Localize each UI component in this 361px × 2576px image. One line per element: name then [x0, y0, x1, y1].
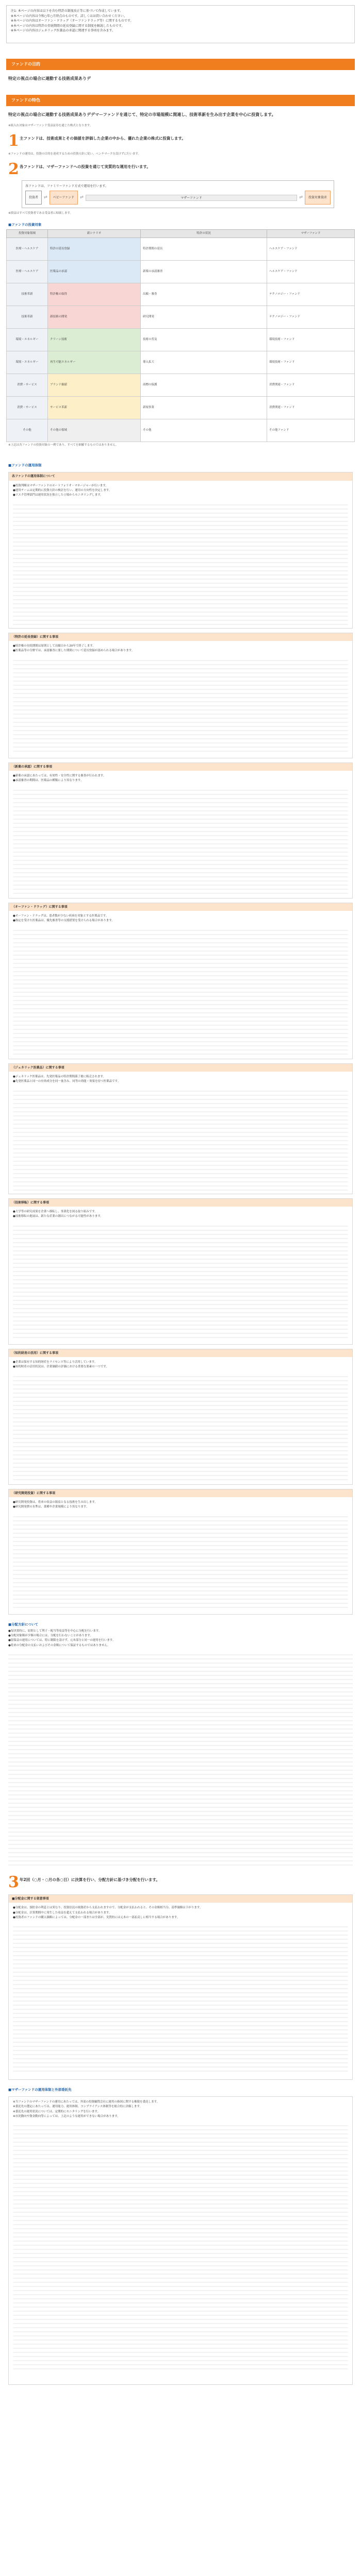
point-2-text: 各ファンドは、マザーファンドへの投資を通じて実質的な運用を行います。 [20, 164, 151, 169]
point-1-note: ※ファンドの運用は、投資の目的を達成するための投資方針に従い、ベンチマークを設けずに行います。 [8, 152, 141, 156]
flow-title: 各ファンドは、ファミリーファンド方式で運用を行います。 [25, 184, 108, 188]
flow-node-baby-fund: ベビーファンド [50, 191, 78, 205]
table-cell: 消費関連・ファンド [267, 396, 355, 419]
panel-body [13, 787, 348, 895]
table-cell: 技術の普及 [141, 328, 267, 351]
list-item: ●分配対象額が少額の場合には、分配を行わないことがあります。 [8, 1634, 93, 1638]
panel-body [13, 927, 348, 1056]
table-cell: 医薬品の承認 [48, 260, 141, 283]
panel-title: （ジェネリック医薬品）に関する事項 [9, 1064, 352, 1072]
table-cell: クリーン技術 [48, 328, 141, 351]
table-cell: 環境・エネルギー [7, 328, 48, 351]
panel-line: ※市況動向や資金動向等によっては、上記のような運用ができない場合があります。 [13, 2115, 120, 2119]
flow-row [25, 191, 331, 205]
table-cell: 導入拡大 [141, 351, 267, 374]
panel-line: ●研究開発投資は、将来の収益の源泉となる技術を生み出します。 [13, 1500, 97, 1504]
panel-body [13, 1223, 348, 1341]
table-cell: 環境技術・ファンド [267, 328, 355, 351]
table-cell: ヘルスケア・ファンド [267, 238, 355, 260]
purpose-lead: 特定の視点の場合に連動する技術成果ありデ [8, 76, 91, 81]
panel-line: ●新薬の承認にあたっては、有効性・安全性に関する審査が行われます。 [13, 774, 106, 777]
panel-line: ●大学等の研究成果を企業へ移転し、事業化を図る取り組みです。 [13, 1210, 97, 1213]
structure-panel [8, 2096, 353, 2385]
table-cell: 研究開発 [141, 306, 267, 328]
table-cell: ブランド価値 [48, 374, 141, 396]
table-row [7, 328, 355, 351]
panel-line: ●オーファン・ドラッグは、患者数が少ない疾病を対象とする医薬品です。 [13, 914, 109, 918]
panel-line: ●運用チームは定期的に投資方針の検討を行い、運用の方向性を決定します。 [13, 489, 112, 493]
features-lead-note: ※組入れ対象はマザーファンド受益証券を通じた株式となります。 [8, 124, 93, 127]
table-row [7, 283, 355, 306]
panel-line: ●分配金は、計算期間中に発生した収益を超えて支払われる場合があります。 [13, 1911, 112, 1914]
info-panel [8, 1349, 353, 1485]
list-item: ●将来の分配金の支払いおよびその金額について保証するものではありません。 [8, 1643, 110, 1647]
flow-node-mother-fund: マザーファンド [86, 195, 298, 201]
flow-note: ※損益はすべて投資者である受益者に帰属します。 [8, 212, 73, 215]
panel-title: （技術移転）に関する事項 [9, 1199, 352, 1207]
note-line: ※本ページの内容は令和○年○月時点のものです。詳しくはお問い合わせください。 [11, 14, 127, 18]
notes-box [6, 5, 355, 43]
panel-body [13, 1513, 348, 1611]
flow-node-assets: 投資対象資産 [305, 191, 331, 205]
panel-title: （新薬の承認）に関する事項 [9, 763, 352, 771]
note-line: ※本ページの内容はジェネリック医薬品の承認に関連する事項を含みます。 [11, 29, 116, 33]
panel-title: （知的財産の活用）に関する事項 [9, 1349, 352, 1357]
list-item: ●毎決算時に、原則として利子・配当等収益等を中心に分配を行います。 [8, 1629, 102, 1633]
panel-body [13, 657, 348, 755]
table-cell: その他ファンド [267, 419, 355, 442]
info-panel [8, 1198, 353, 1345]
point-number: 1 [8, 131, 19, 150]
panel-title: 各ファンドの運用体制について [9, 472, 352, 480]
point-2 [8, 162, 353, 177]
table-header: マザーファンド [267, 230, 355, 238]
info-panel [8, 903, 353, 1059]
table-cell: 消費関連・ファンド [267, 374, 355, 396]
panel-line: ●知的財産の活用状況は、企業価値の評価における重要な要素の一つです。 [13, 1365, 109, 1369]
table-header: 新シナリオ [48, 230, 141, 238]
panel-line: ●研究開発費の水準は、業種や企業規模により異なります。 [13, 1505, 89, 1509]
table-header: 特許の状況 [141, 230, 267, 238]
table-title: ■ファンドの投資対象 [8, 222, 42, 227]
table-row [7, 419, 355, 442]
panel-line: ●医薬品等の分野では、承認審査に要した期間について延長登録が認められる場合があります。 [13, 649, 135, 653]
table-note: ※上記は各ファンドの投資対象の一例であり、すべてを網羅するものではありません。 [8, 443, 119, 447]
arrow-icon: ⇄ [299, 195, 303, 200]
panel-body [13, 501, 348, 625]
point-1-text: 主ファンドは、技術成果とその価値を評価した企業の中から、優れた企業の株式に投資します。 [20, 135, 186, 141]
table-cell: 医療・ヘルスケア [7, 260, 48, 283]
info-panel [8, 633, 353, 758]
point-1 [8, 133, 353, 149]
table-cell: その他の領域 [48, 419, 141, 442]
table-cell: 特許の延長登録 [48, 238, 141, 260]
info-panel [8, 1063, 353, 1194]
table-cell: ヘルスケア・ファンド [267, 260, 355, 283]
table-cell: テクノロジー・ファンド [267, 306, 355, 328]
panel-title: （特許の延長登録）に関する事項 [9, 633, 352, 641]
table-row [7, 260, 355, 283]
table-cell: 消費・サービス [7, 396, 48, 419]
table-cell: 消費・サービス [7, 374, 48, 396]
table-cell: テクノロジー・ファンド [267, 283, 355, 306]
flow-node-investor: 投資者 [25, 191, 42, 205]
panel-line: ※当ファンドのマザーファンドの運用にあたっては、外部の投資顧問会社に運用の指図に関する権限を委託します。 [13, 2100, 160, 2104]
arrow-icon: ⇄ [44, 195, 47, 200]
info-panel [8, 472, 353, 628]
section-header-structure: ■マザーファンドの運用体制と外部委託先 [8, 2088, 72, 2092]
distribution-body [8, 1651, 353, 1868]
panel-line: ●リスク管理部門は運用状況を独立した立場からモニタリングします。 [13, 494, 103, 497]
table-cell: 環境技術・ファンド [267, 351, 355, 374]
panel-line: ●ジェネリック医薬品は、先発医薬品の特許期間満了後に販売されます。 [13, 1075, 106, 1078]
table-row [7, 238, 355, 260]
panel-body [13, 1373, 348, 1481]
point-3-text: 年2回（○月・○月の各○日）に決算を行い、分配方針に基づき分配を行います。 [20, 1877, 160, 1883]
table-cell: 特許権の取得 [48, 283, 141, 306]
table-row [7, 396, 355, 419]
table-header: 投資対象領域 [7, 230, 48, 238]
table-row [7, 374, 355, 396]
table-cell: その他 [141, 419, 267, 442]
table-cell: 新技術の開発 [48, 306, 141, 328]
table-row [7, 351, 355, 374]
section-header-distribution: ■分配方針について [8, 1622, 39, 1626]
panel-line: ※委託先の運用状況については、定期的にモニタリングを行います。 [13, 2110, 100, 2113]
panel-line: ●企業は保有する知的財産をライセンス等により活用しています。 [13, 1360, 97, 1364]
table-cell: 技術革新 [7, 306, 48, 328]
info-panel [8, 762, 353, 899]
table-row [7, 306, 355, 328]
panel-line: ●分配金は、預貯金の利息とは異なり、投資信託の純資産から支払われますので、分配金が支払われると、その金額相当分、基準価額は下がります。 [13, 1906, 203, 1910]
panel-line: ●投資判断はマザーファンドのポートフォリオ・マネージャーが行います。 [13, 484, 108, 487]
table-cell: 商標の保護 [141, 374, 267, 396]
panel-line: ●特許権の存続期間は原則として出願日から20年で終了します。 [13, 645, 95, 648]
table-cell: 医療・ヘルスケア [7, 238, 48, 260]
table-cell: 特許期間の延長 [141, 238, 267, 260]
panel-line: ●投資者のファンドの購入価額によっては、分配金の一部または全部が、実質的には元本の一部払戻しに相当する場合があります。 [13, 1916, 180, 1920]
table-cell: 新規事業 [141, 396, 267, 419]
list-item: ●留保益の運用については、特に制限を設けず、元本部分と同一の運用を行います。 [8, 1639, 116, 1642]
panel-line: ※委託先の選定にあたっては、運用能力、運用体制、コンプライアンス体制等を総合的に評価します。 [13, 2105, 142, 2109]
features-lead: 特定の視点の場合に連動する技術成果ありデデマーファンドを通じて、特定の市場規模に関連し、技術革新を生み出す企業を中心に投資します。 [8, 112, 276, 117]
note-line: ※本ページの内容はオーファン・ドラッグ（オーファンドラッグ等）に関するものです。 [11, 19, 134, 23]
point-number: 3 [8, 1873, 19, 1892]
panel-title: （オーファン・ドラッグ）に関する事項 [9, 903, 352, 911]
panel-body [13, 1088, 348, 1191]
table-cell: 技術革新 [7, 283, 48, 306]
note-line: ※本ページの内容は特許の存続期間の延長登録に関する制度を解説したものです。 [11, 24, 125, 28]
section-header-purpose: ファンドの目的 [6, 59, 355, 70]
panel-line: ●承認審査の期間は、医薬品の種類により異なります。 [13, 779, 84, 783]
panel-line: ●技術移転の進展は、新たな産業の創出につながる可能性があります。 [13, 1215, 103, 1218]
fund-structure-diagram [22, 180, 334, 209]
section-header-operation: ■ファンドの運用体制 [8, 463, 42, 468]
investment-table [6, 229, 355, 442]
arrow-icon: ⇄ [80, 195, 84, 200]
section-header-features: ファンドの特色 [6, 95, 355, 106]
panel-title: （研究開発投資）に関する事項 [9, 1489, 352, 1497]
panel-body [13, 1923, 348, 2073]
distribution-notes-panel [8, 1894, 353, 2080]
note-line: 注1: 本ページの内容は以下を含む特許の制度改正等に基づいて作成しています。 [11, 9, 123, 13]
panel-body [13, 2122, 348, 2369]
table-cell: その他 [7, 419, 48, 442]
panel-line: ●指定を受けた医薬品は、優先審査等の支援措置を受けられる場合があります。 [13, 919, 114, 923]
table-cell: 新薬の承認審査 [141, 260, 267, 283]
table-cell: サービス革新 [48, 396, 141, 419]
table-cell: 再生可能エネルギー [48, 351, 141, 374]
table-cell: 環境・エネルギー [7, 351, 48, 374]
info-panel [8, 1489, 353, 1615]
table-cell: 出願・審査 [141, 283, 267, 306]
distribution-list [8, 1629, 353, 1868]
panel-title: ■分配金に関する留意事項 [9, 1895, 352, 1903]
panel-line: ●先発医薬品と同一の有効成分を同一量含み、同等の効能・効果を持つ医薬品です。 [13, 1080, 121, 1083]
point-number: 2 [8, 160, 19, 178]
point-3 [8, 1875, 353, 1890]
